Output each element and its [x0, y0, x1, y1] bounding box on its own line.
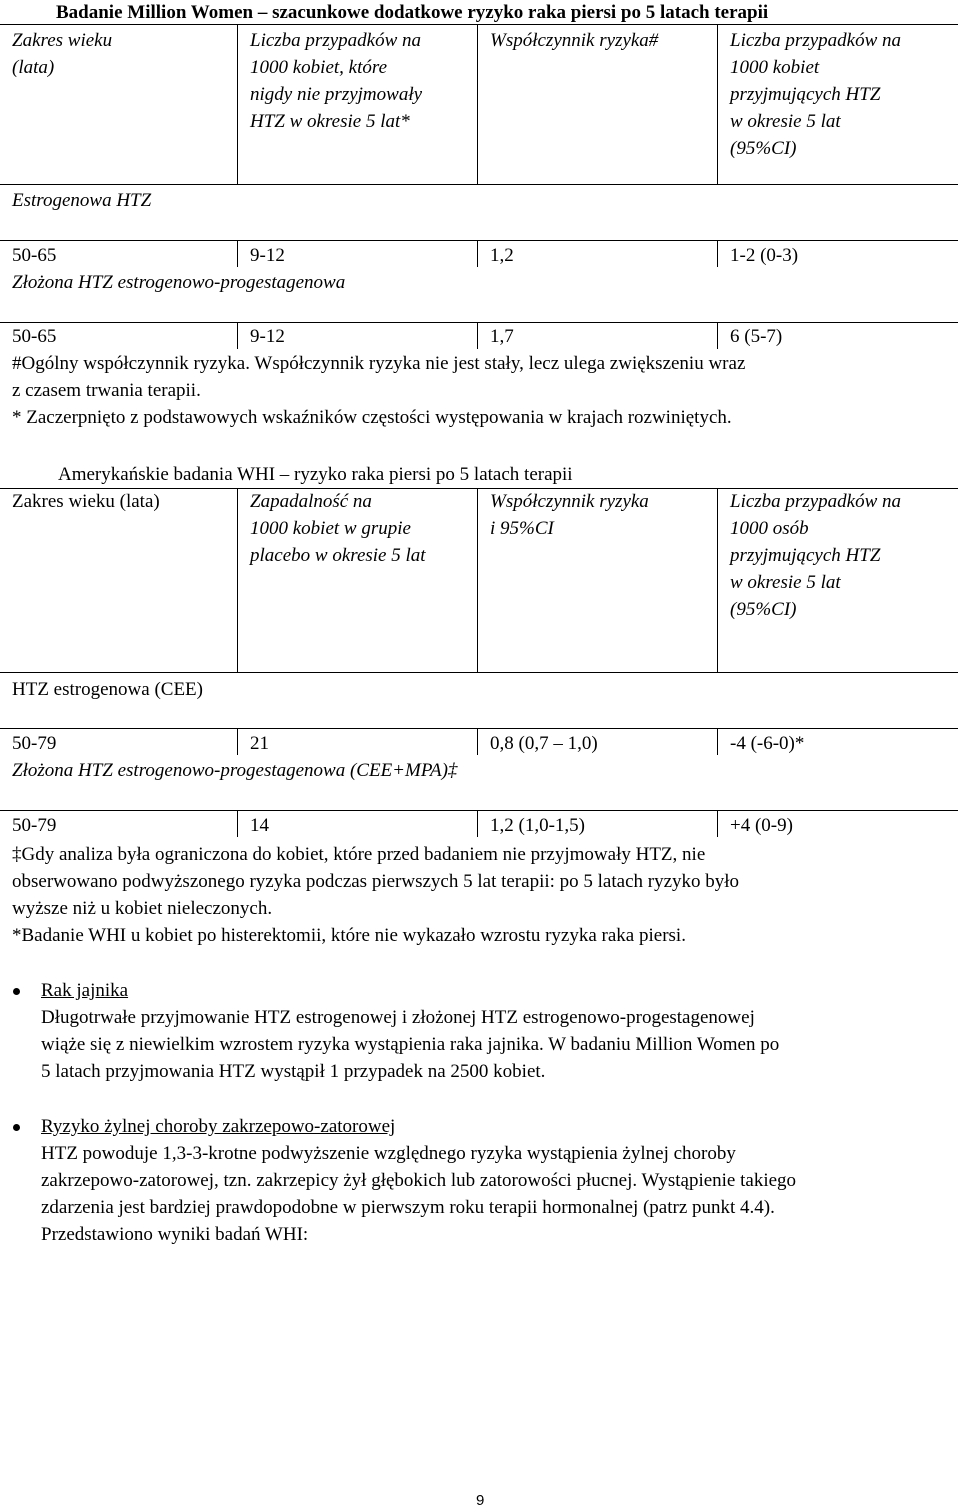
table2-notes: ‡Gdy analiza była ograniczona do kobiet, które przed badaniem nie przyjmowały HTZ, nie obserwowano podwyższonego ryzyka podczas pierwszych 5 lat terapii: po 5 latach ryzyko było wyższe niż u kobiet nieleczonych. *Badanie WHI u kobiet po histerektomii, które nie wykazało wzrostu ryzyka raka piersi. [12, 844, 740, 946]
table1-col-divider [477, 240, 478, 267]
table2-row1-risk-ratio: 0,8 (0,7 – 1,0) [490, 733, 598, 754]
table2-header-placebo-incidence: Zapadalność na 1000 kobiet w grupie placebo w okresie 5 lat [250, 491, 426, 566]
table2-col-divider [717, 728, 718, 755]
table2-section-estrogen: HTZ estrogenowa (CEE) [12, 679, 203, 700]
table1-row2-risk-ratio: 1,7 [490, 326, 514, 347]
section-heading: Rak jajnika [41, 980, 129, 1001]
table1-col-divider [237, 322, 238, 349]
table2-col-divider [717, 810, 718, 837]
table2-col-divider [237, 810, 238, 837]
table2-col-divider [237, 488, 238, 672]
table2-col-divider [237, 728, 238, 755]
table2-col-divider [717, 488, 718, 672]
table2-header-bottom-border [0, 672, 958, 673]
table1-row1-age: 50-65 [12, 245, 57, 266]
table2-col-divider [477, 728, 478, 755]
table1-col-divider [237, 240, 238, 267]
table1-col-divider [477, 322, 478, 349]
table1-col-divider [717, 24, 718, 184]
table1-row2-cases-never: 9-12 [250, 326, 285, 347]
page-number: 9 [476, 1492, 485, 1509]
table2-row1-age: 50-79 [12, 733, 57, 754]
section-vte-risk: Ryzyko żylnej choroby zakrzepowo-zatorowej HTZ powoduje 1,3-3-krotne podwyższenie względnego ryzyka wystąpienia żylnej choroby zakrzepowo-zatorowej, tzn. zakrzepicy żył głębokich lub zatorowości płucnej. Wystąpienie takiego zdarzenia jest bardziej prawdopodobne w pierwszym roku terapii hormonalnej (patrz punkt 4.4). Przedstawiono wyniki badań WHI: [41, 1113, 796, 1248]
table1-header-cases-never: Liczba przypadków na 1000 kobiet, które nigdy nie przyjmowały HTZ w okresie 5 lat* [250, 30, 423, 132]
table1-row2-age: 50-65 [12, 326, 57, 347]
section-ovarian-cancer: Rak jajnika Długotrwałe przyjmowanie HTZ estrogenowej i złożonej HTZ estrogenowo-progestagenowej wiąże się z niewielkim wzrostem ryzyka wystąpienia raka jajnika. W badaniu Million Women po 5 latach przyjmowania HTZ wystąpił 1 przypadek na 2500 kobiet. [41, 977, 779, 1085]
table1-row2-cases-htz: 6 (5-7) [730, 326, 783, 347]
table1-col-divider [477, 24, 478, 184]
table2-col-divider [477, 810, 478, 837]
table1-col-divider [717, 322, 718, 349]
table1-header-age: Zakres wieku (lata) [12, 30, 113, 78]
table1-header-bottom-border [0, 184, 958, 185]
table1-row1-cases-never: 9-12 [250, 245, 285, 266]
table1-col-divider [717, 240, 718, 267]
table1-section-combined: Złożona HTZ estrogenowo-progestagenowa [12, 272, 346, 293]
table1-title: Badanie Million Women – szacunkowe dodatkowe ryzyko raka piersi po 5 latach terapii [56, 2, 769, 23]
table2-row1-cases-htz: -4 (-6-0)* [730, 733, 805, 754]
table2-header-cases-htz: Liczba przypadków na 1000 osób przyjmujących HTZ w okresie 5 lat (95%CI) [730, 491, 901, 620]
table2-section1-border [0, 728, 958, 729]
table2-title: Amerykańskie badania WHI – ryzyko raka piersi po 5 latach terapii [58, 464, 573, 485]
table2-row2-placebo: 14 [250, 815, 269, 836]
table1-top-border [0, 24, 958, 25]
table1-section2-border [0, 322, 958, 323]
table2-row2-cases-htz: +4 (0-9) [730, 815, 793, 836]
bullet-icon [13, 1124, 20, 1131]
table1-notes: #Ogólny współczynnik ryzyka. Współczynnik ryzyka nie jest stały, lecz ulega zwiększeniu wraz z czasem trwania terapii. * Zaczerpnięto z podstawowych wskaźników częstości występowania w krajach rozwiniętych. [12, 353, 746, 428]
table1-header-risk-ratio: Współczynnik ryzyka# [490, 30, 659, 51]
table1-header-cases-htz: Liczba przypadków na 1000 kobiet przyjmujących HTZ w okresie 5 lat (95%CI) [730, 30, 901, 159]
table2-row1-placebo: 21 [250, 733, 269, 754]
table2-row2-age: 50-79 [12, 815, 57, 836]
table2-header-risk-ratio: Współczynnik ryzyka i 95%CI [490, 491, 649, 539]
table2-section2-border [0, 810, 958, 811]
section-heading: Ryzyko żylnej choroby zakrzepowo-zatorowej [41, 1116, 396, 1137]
table1-section1-border [0, 240, 958, 241]
table2-row2-risk-ratio: 1,2 (1,0-1,5) [490, 815, 585, 836]
table2-header-age: Zakres wieku (lata) [12, 491, 160, 512]
table1-row1-risk-ratio: 1,2 [490, 245, 514, 266]
table1-section-estrogen: Estrogenowa HTZ [12, 190, 152, 211]
table2-section-combined: Złożona HTZ estrogenowo-progestagenowa (CEE+MPA)‡ [12, 760, 458, 781]
table1-row1-cases-htz: 1-2 (0-3) [730, 245, 799, 266]
table2-col-divider [477, 488, 478, 672]
bullet-icon [13, 988, 20, 995]
table1-col-divider [237, 24, 238, 184]
